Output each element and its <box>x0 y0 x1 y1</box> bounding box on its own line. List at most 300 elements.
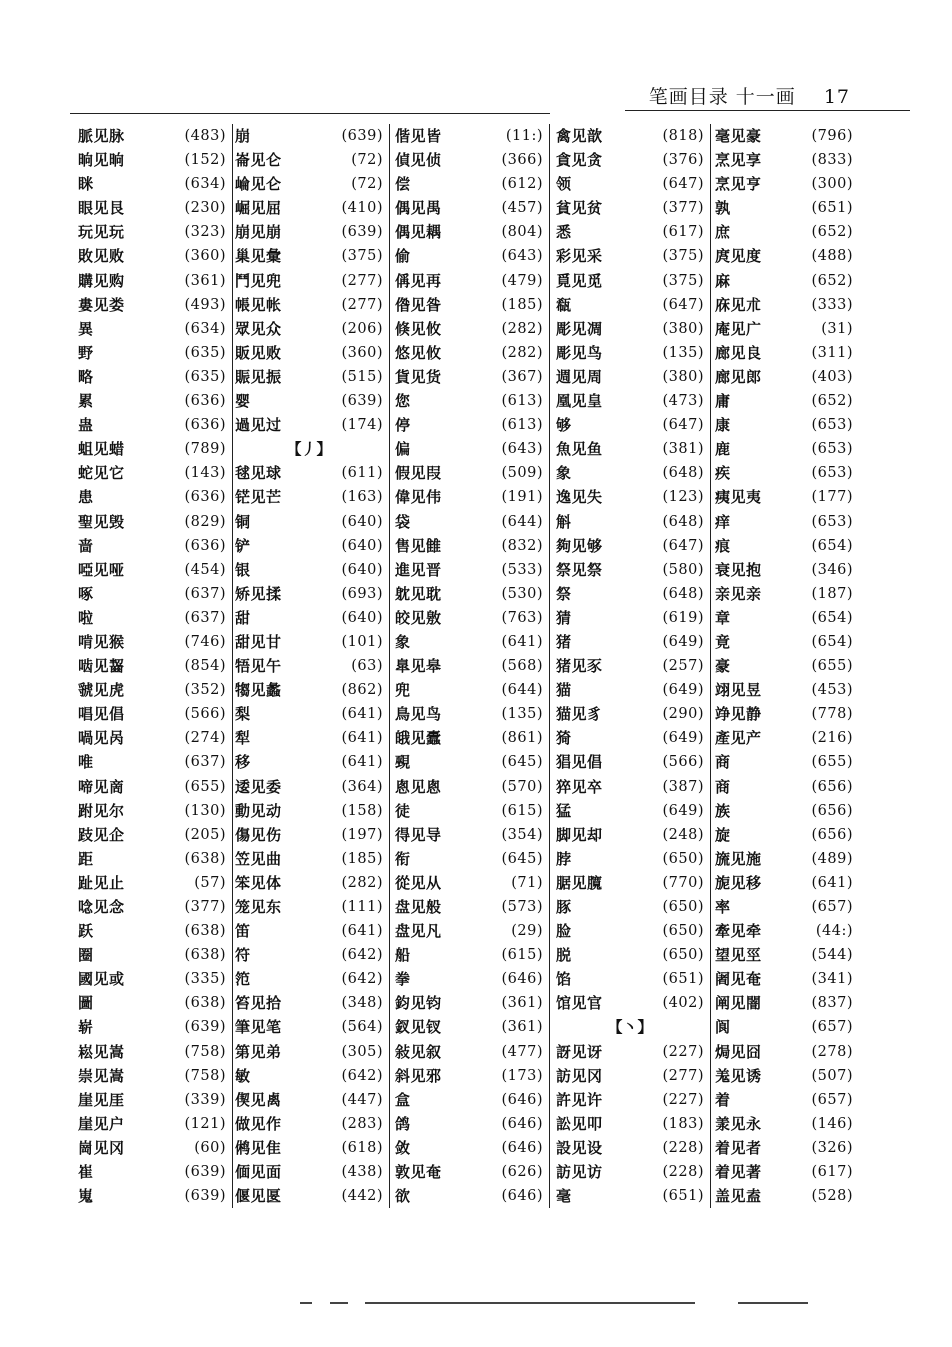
entry-page-ref: (646) <box>501 1115 543 1132</box>
index-entry <box>550 534 710 558</box>
entry-page-ref: (257) <box>662 658 704 675</box>
entry-page-ref: (649) <box>662 802 704 819</box>
entry-page-ref: (346) <box>811 561 853 578</box>
index-entry <box>229 1088 389 1112</box>
entry-page-ref: (640) <box>341 609 383 626</box>
page-number: 17 <box>823 86 850 108</box>
entry-page-ref: (611) <box>341 465 383 482</box>
entry-term: 盖见盍 <box>715 1187 762 1206</box>
entry-page-ref: (648) <box>662 585 704 602</box>
entry-term: 啬 <box>78 536 94 555</box>
index-entry <box>550 919 710 943</box>
index-entry <box>550 1088 710 1112</box>
entry-page-ref: (530) <box>501 585 543 602</box>
index-entry <box>72 389 232 413</box>
entry-page-ref: (177) <box>811 489 853 506</box>
index-entry <box>72 823 232 847</box>
entry-term: 牾见午 <box>235 657 282 676</box>
entry-term: 略 <box>78 367 94 386</box>
entry-term: 許见许 <box>556 1090 603 1109</box>
entry-page-ref: (638) <box>184 947 226 964</box>
entry-page-ref: (829) <box>184 513 226 530</box>
index-entry <box>72 654 232 678</box>
index-entry <box>72 1015 232 1039</box>
entry-page-ref: (854) <box>184 658 226 675</box>
entry-page-ref: (130) <box>184 802 226 819</box>
entry-term: 蛆见蜡 <box>78 440 125 459</box>
entry-term: 敗见败 <box>78 247 125 266</box>
entry-term: 夠见够 <box>556 536 603 555</box>
entry-page-ref: (447) <box>341 1091 383 1108</box>
entry-term: 甜 <box>235 608 251 627</box>
index-entry <box>709 534 859 558</box>
entry-term: 訟见叩 <box>556 1114 603 1133</box>
entry-term: 烹见享 <box>715 151 762 170</box>
entry-page-ref: (101) <box>341 633 383 650</box>
entry-page-ref: (483) <box>184 128 226 144</box>
entry-term: 眯 <box>78 175 94 194</box>
index-entry <box>72 919 232 943</box>
index-entry <box>709 871 859 895</box>
entry-page-ref: (635) <box>184 368 226 385</box>
entry-page-ref: (11:) <box>505 128 543 144</box>
entry-page-ref: (230) <box>184 200 226 217</box>
index-entry <box>709 823 859 847</box>
entry-term: 進见晋 <box>395 560 442 579</box>
entry-term: 祭见祭 <box>556 560 603 579</box>
entry-term: 盘见般 <box>395 898 442 916</box>
index-entry <box>709 437 859 461</box>
footer-rule <box>300 1302 312 1304</box>
index-entry <box>72 124 232 148</box>
index-entry <box>389 654 549 678</box>
entry-term: 眼见艮 <box>78 199 125 218</box>
entry-page-ref: (339) <box>184 1091 226 1108</box>
index-entry <box>229 823 389 847</box>
entry-page-ref: (804) <box>501 224 543 241</box>
entry-term: 您 <box>395 392 411 411</box>
entry-page-ref: (348) <box>341 995 383 1012</box>
entry-term: 偷 <box>395 247 411 266</box>
index-entry <box>72 510 232 534</box>
entry-term: 跃 <box>78 922 94 941</box>
entry-term: 鹿 <box>715 440 731 459</box>
entry-page-ref: (376) <box>662 152 704 169</box>
entry-page-ref: (656) <box>811 802 853 819</box>
index-entry <box>72 1088 232 1112</box>
index-entry <box>72 702 232 726</box>
entry-term: 唯 <box>78 753 94 772</box>
entry-term: 鬥见兜 <box>235 271 282 290</box>
index-entry <box>72 750 232 774</box>
entry-term: 動见动 <box>235 801 282 820</box>
index-entry <box>550 196 710 220</box>
entry-term: 魚见鱼 <box>556 440 603 459</box>
entry-term: 笞见拾 <box>235 994 282 1013</box>
entry-term: 覓见觅 <box>556 271 603 290</box>
entry-page-ref: (833) <box>811 152 853 169</box>
index-entry <box>389 750 549 774</box>
entry-page-ref: (580) <box>662 561 704 578</box>
entry-term: 袋 <box>395 512 411 531</box>
entry-term: 啮见齧 <box>78 657 125 676</box>
entry-page-ref: (191) <box>501 489 543 506</box>
entry-term: 敍见叙 <box>395 1042 442 1061</box>
page-header <box>60 70 850 115</box>
entry-page-ref: (381) <box>662 441 704 458</box>
entry-page-ref: (111) <box>341 899 383 915</box>
index-entry <box>550 1136 710 1160</box>
index-entry <box>389 1015 549 1039</box>
index-entry <box>709 895 859 919</box>
entry-term: 臯见皋 <box>395 657 442 676</box>
entry-page-ref: (323) <box>184 224 226 241</box>
entry-term: 悤见悤 <box>395 777 442 796</box>
index-entry <box>709 847 859 871</box>
index-entry <box>550 582 710 606</box>
entry-term: 猖见倡 <box>556 753 603 772</box>
entry-term: 猫见豸 <box>556 705 603 724</box>
entry-page-ref: (656) <box>811 778 853 795</box>
entry-page-ref: (653) <box>811 513 853 530</box>
index-entry <box>72 461 232 485</box>
entry-page-ref: (187) <box>811 585 853 602</box>
entry-term: 崖见厓 <box>78 1090 125 1109</box>
entry-page-ref: (653) <box>811 417 853 434</box>
entry-page-ref: (615) <box>501 802 543 819</box>
entry-term: 盘见凡 <box>395 922 442 941</box>
entry-term: 笵 <box>235 970 251 989</box>
entry-page-ref: (652) <box>811 224 853 241</box>
index-entry <box>709 1112 859 1136</box>
entry-page-ref: (507) <box>811 1067 853 1084</box>
entry-page-ref: (617) <box>811 1164 853 1181</box>
entry-term: 商 <box>715 777 731 796</box>
entry-term: 崖见户 <box>78 1114 125 1133</box>
index-entry <box>389 413 549 437</box>
index-entry <box>709 726 859 750</box>
entry-page-ref: (227) <box>662 1091 704 1108</box>
entry-term: 鸽 <box>395 1114 411 1133</box>
index-entry <box>229 293 389 317</box>
entry-term: 偉见伟 <box>395 488 442 507</box>
entry-term: 巢见彙 <box>235 247 282 266</box>
entry-term: 移 <box>235 753 251 772</box>
entry-page-ref: (645) <box>501 754 543 771</box>
entry-page-ref: (135) <box>501 706 543 723</box>
index-entry <box>389 437 549 461</box>
entry-term: 偰见禼 <box>235 1090 282 1109</box>
entry-page-ref: (626) <box>501 1164 543 1181</box>
entry-term: 痒 <box>715 512 731 531</box>
entry-term: 象 <box>556 464 572 483</box>
index-entry <box>72 606 232 630</box>
entry-page-ref: (832) <box>501 537 543 554</box>
index-entry <box>72 1112 232 1136</box>
entry-page-ref: (63) <box>351 658 383 675</box>
entry-page-ref: (146) <box>811 1115 853 1132</box>
entry-page-ref: (654) <box>811 537 853 554</box>
entry-term: 烹见亨 <box>715 175 762 194</box>
index-entry <box>709 269 859 293</box>
index-entry <box>550 775 710 799</box>
entry-page-ref: (71) <box>511 874 543 891</box>
index-entry <box>550 823 710 847</box>
index-entry <box>389 799 549 823</box>
entry-term: 偿 <box>395 175 411 194</box>
entry-term: 兜 <box>395 681 411 700</box>
index-entry <box>229 582 389 606</box>
entry-term: 崇见嵩 <box>78 1066 125 1085</box>
entry-term: 患 <box>78 488 94 507</box>
entry-term: 偏 <box>395 440 411 459</box>
entry-page-ref: (216) <box>811 730 853 747</box>
entry-page-ref: (326) <box>811 1139 853 1156</box>
entry-page-ref: (648) <box>662 513 704 530</box>
entry-page-ref: (640) <box>341 561 383 578</box>
entry-page-ref: (650) <box>662 923 704 940</box>
entry-page-ref: (227) <box>662 1043 704 1060</box>
entry-page-ref: (354) <box>501 826 543 843</box>
index-entry <box>550 943 710 967</box>
entry-term: 彫见凋 <box>556 319 603 338</box>
entry-page-ref: (613) <box>501 417 543 434</box>
index-entry <box>709 413 859 437</box>
index-entry <box>72 437 232 461</box>
entry-page-ref: (642) <box>341 947 383 964</box>
entry-term: 猜 <box>556 608 572 627</box>
index-entry <box>72 630 232 654</box>
entry-term: 脱 <box>556 946 572 965</box>
entry-page-ref: (380) <box>662 320 704 337</box>
entry-page-ref: (646) <box>501 1139 543 1156</box>
entry-term: 羕见永 <box>715 1114 762 1133</box>
entry-term: 崗见冈 <box>78 1138 125 1157</box>
entry-term: 衔 <box>395 849 411 868</box>
index-entry <box>709 1040 859 1064</box>
entry-page-ref: (613) <box>501 393 543 410</box>
entry-page-ref: (635) <box>184 344 226 361</box>
entry-page-ref: (473) <box>662 393 704 410</box>
entry-term: 着见者 <box>715 1138 762 1157</box>
entry-page-ref: (380) <box>662 368 704 385</box>
index-entry <box>709 750 859 774</box>
index-entry <box>229 1136 389 1160</box>
entry-page-ref: (642) <box>341 971 383 988</box>
index-column-4 <box>550 124 711 1208</box>
entry-term: 從见从 <box>395 873 442 892</box>
stroke-section-heading: 【丶】 <box>607 1018 653 1037</box>
entry-page-ref: (636) <box>184 393 226 410</box>
entry-term: 傷见伤 <box>235 825 282 844</box>
index-entry <box>709 967 859 991</box>
entry-page-ref: (647) <box>662 417 704 434</box>
entry-term: 皎见敫 <box>395 608 442 627</box>
entry-page-ref: (651) <box>662 971 704 988</box>
entry-term: 訪见冈 <box>556 1066 603 1085</box>
entry-page-ref: (645) <box>501 850 543 867</box>
entry-page-ref: (197) <box>341 826 383 843</box>
index-entry <box>709 196 859 220</box>
entry-term: 悉 <box>556 223 572 242</box>
entry-page-ref: (228) <box>662 1164 704 1181</box>
index-entry <box>229 799 389 823</box>
entry-term: 铜 <box>235 512 251 531</box>
entry-term: 毬见球 <box>235 464 282 483</box>
entry-term: 拳 <box>395 970 411 989</box>
entry-term: 阆 <box>715 1018 731 1037</box>
index-entry <box>229 1160 389 1184</box>
entry-term: 猛 <box>556 801 572 820</box>
entry-page-ref: (641) <box>341 754 383 771</box>
entry-term: 貪见贪 <box>556 151 603 170</box>
index-entry <box>550 413 710 437</box>
index-entry <box>229 365 389 389</box>
entry-term: 廊见良 <box>715 343 762 362</box>
index-entry <box>229 220 389 244</box>
index-entry <box>709 558 859 582</box>
index-entry <box>229 244 389 268</box>
entry-term: 望见巠 <box>715 946 762 965</box>
index-entry <box>229 534 389 558</box>
index-entry <box>709 1160 859 1184</box>
entry-page-ref: (653) <box>811 465 853 482</box>
entry-term: 啃见猴 <box>78 632 125 651</box>
index-entry <box>550 220 710 244</box>
entry-page-ref: (648) <box>662 465 704 482</box>
entry-term: 符 <box>235 946 251 965</box>
entry-page-ref: (515) <box>341 368 383 385</box>
index-entry <box>229 413 389 437</box>
index-entry <box>550 991 710 1015</box>
index-entry <box>709 172 859 196</box>
entry-page-ref: (163) <box>341 489 383 506</box>
entry-term: 船 <box>395 946 411 965</box>
index-entry <box>389 1184 549 1208</box>
index-entry <box>229 124 389 148</box>
entry-page-ref: (282) <box>501 320 543 337</box>
index-entry <box>709 775 859 799</box>
index-entry <box>229 919 389 943</box>
index-entry <box>709 124 859 148</box>
entry-page-ref: (360) <box>341 344 383 361</box>
index-entry <box>550 485 710 509</box>
index-entry <box>550 678 710 702</box>
entry-term: 購见购 <box>78 271 125 290</box>
index-column-2 <box>229 124 390 1208</box>
entry-term: 章 <box>715 608 731 627</box>
index-entry <box>709 341 859 365</box>
index-entry <box>709 1064 859 1088</box>
entry-page-ref: (454) <box>184 561 226 578</box>
index-entry <box>229 895 389 919</box>
footer-rule <box>365 1302 695 1304</box>
entry-page-ref: (305) <box>341 1043 383 1060</box>
entry-term: 庶 <box>715 223 731 242</box>
entry-term: 帳见帐 <box>235 295 282 314</box>
entry-page-ref: (185) <box>501 296 543 313</box>
entry-term: 斜见邪 <box>395 1066 442 1085</box>
index-entry <box>709 654 859 678</box>
index-entry <box>389 1040 549 1064</box>
entry-term: 盒 <box>395 1090 411 1109</box>
entry-term: 崭 <box>78 1018 94 1037</box>
index-entry <box>550 148 710 172</box>
entry-page-ref: (638) <box>184 850 226 867</box>
entry-term: 族 <box>715 801 731 820</box>
entry-page-ref: (185) <box>341 850 383 867</box>
index-entry <box>709 678 859 702</box>
entry-term: 旒见施 <box>715 849 762 868</box>
entry-term: 啄 <box>78 584 94 603</box>
entry-term: 婁见娄 <box>78 295 125 314</box>
entry-term: 脸 <box>556 922 572 941</box>
entry-page-ref: (361) <box>501 995 543 1012</box>
entry-page-ref: (646) <box>501 971 543 988</box>
entry-term: 旋 <box>715 825 731 844</box>
entry-term: 眾见众 <box>235 319 282 338</box>
entry-term: 馅 <box>556 970 572 989</box>
entry-term: 貧见贫 <box>556 199 603 218</box>
index-entry <box>550 389 710 413</box>
entry-page-ref: (641) <box>341 923 383 940</box>
entry-page-ref: (72) <box>351 152 383 169</box>
entry-page-ref: (639) <box>341 224 383 241</box>
entry-page-ref: (746) <box>184 633 226 650</box>
entry-term: 設见设 <box>556 1138 603 1157</box>
entry-term: 啦 <box>78 608 94 627</box>
index-entry <box>229 726 389 750</box>
index-entry <box>709 991 859 1015</box>
index-entry <box>389 124 549 148</box>
entry-page-ref: (277) <box>341 296 383 313</box>
entry-page-ref: (533) <box>501 561 543 578</box>
header-title-row <box>649 82 850 109</box>
entry-page-ref: (650) <box>662 947 704 964</box>
index-entry <box>389 317 549 341</box>
entry-term: 阇见奄 <box>715 970 762 989</box>
entry-page-ref: (31) <box>821 320 853 337</box>
entry-term: 偭见面 <box>235 1163 282 1182</box>
index-entry <box>550 750 710 774</box>
entry-page-ref: (361) <box>184 272 226 289</box>
index-entry <box>229 196 389 220</box>
entry-page-ref: (639) <box>184 1164 226 1181</box>
entry-page-ref: (640) <box>341 513 383 530</box>
index-entry <box>389 943 549 967</box>
entry-page-ref: (770) <box>662 874 704 891</box>
entry-page-ref: (366) <box>501 152 543 169</box>
index-entry <box>550 1040 710 1064</box>
index-entry <box>229 341 389 365</box>
index-entry <box>709 244 859 268</box>
index-entry <box>389 919 549 943</box>
index-entry <box>709 943 859 967</box>
index-entry <box>229 750 389 774</box>
entry-term: 够 <box>556 416 572 435</box>
index-columns <box>72 124 862 1214</box>
entry-page-ref: (564) <box>341 1019 383 1036</box>
entry-page-ref: (657) <box>811 1091 853 1108</box>
entry-page-ref: (493) <box>184 296 226 313</box>
entry-term: 康 <box>715 416 731 435</box>
index-entry <box>229 871 389 895</box>
entry-page-ref: (656) <box>811 826 853 843</box>
index-entry <box>550 895 710 919</box>
entry-term: 彩见采 <box>556 247 603 266</box>
index-entry <box>229 847 389 871</box>
entry-term: 訝见讶 <box>556 1042 603 1061</box>
